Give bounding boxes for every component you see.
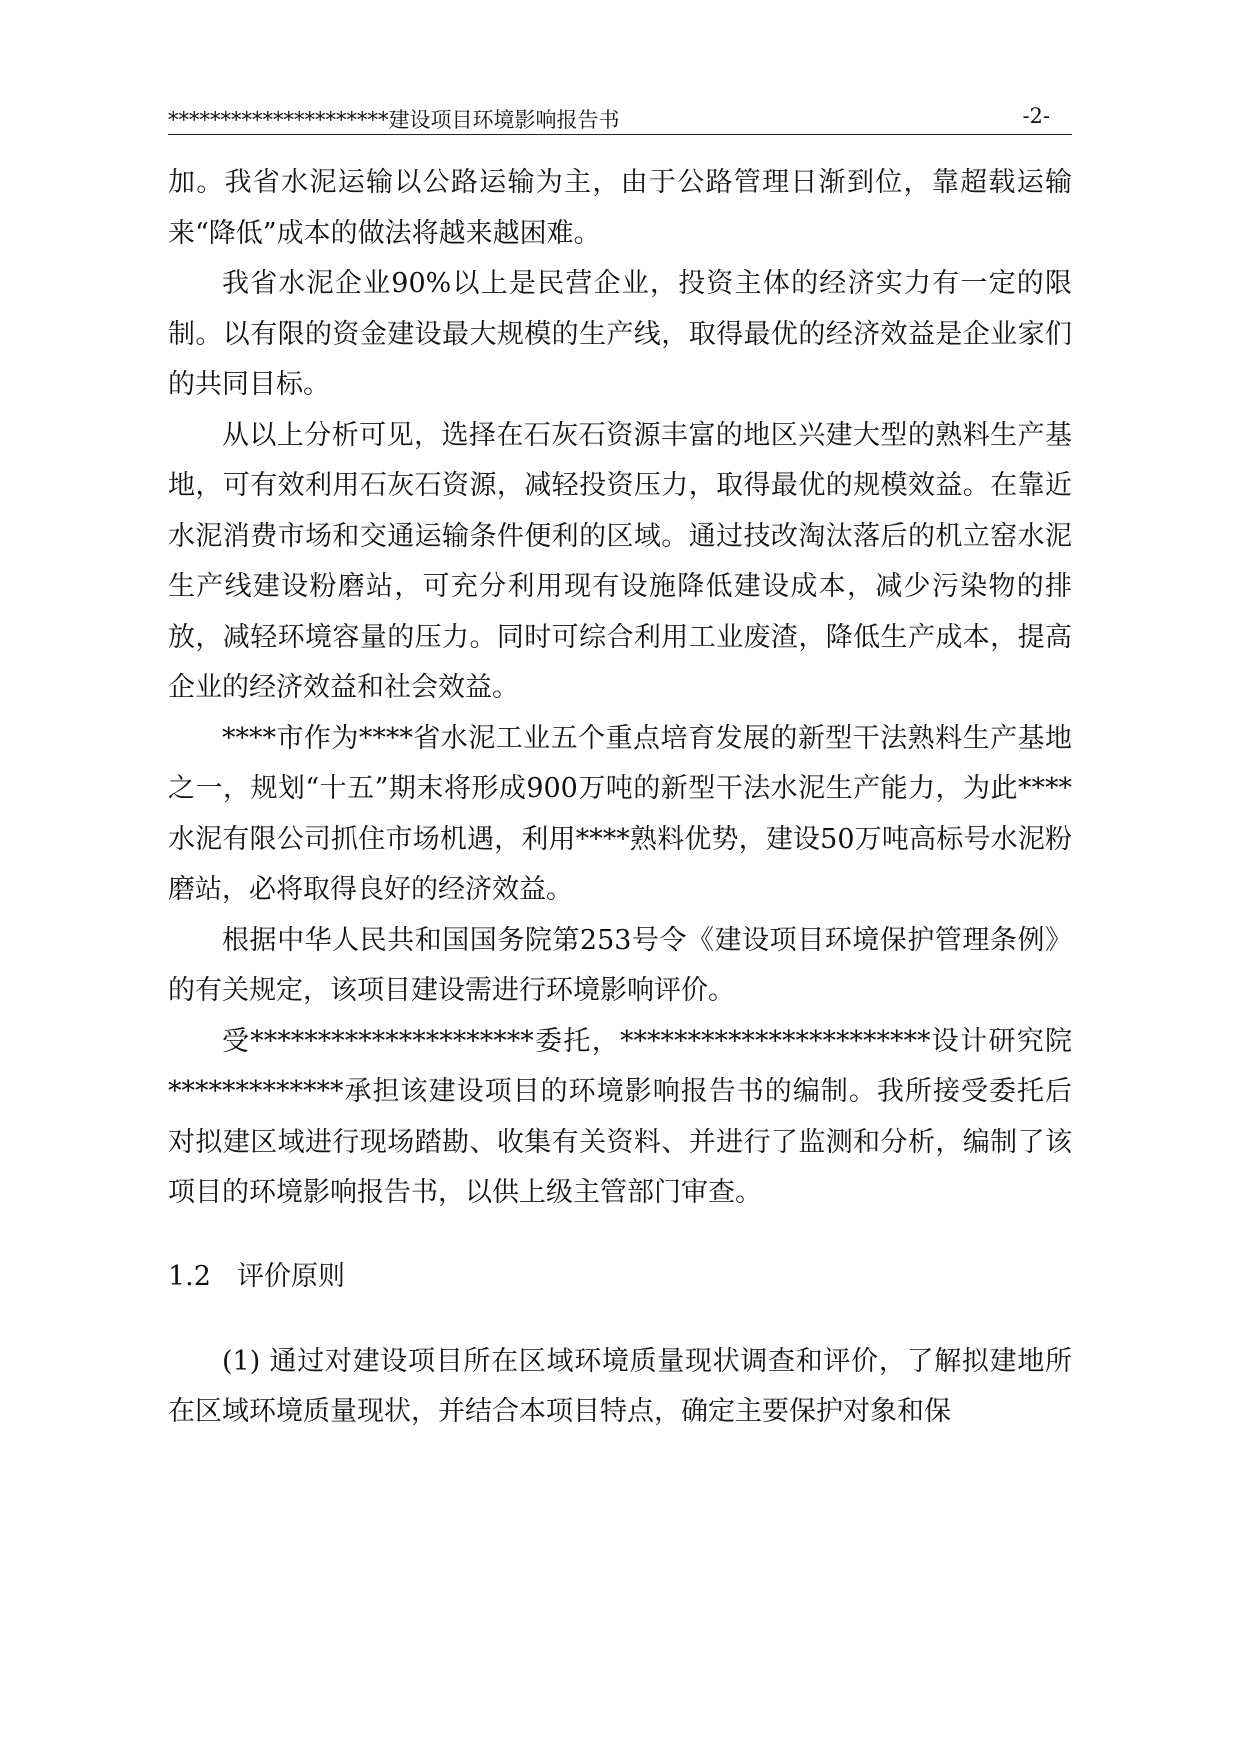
section-heading — [168, 1257, 1072, 1297]
section-number: 1.2 — [168, 1260, 211, 1292]
paragraph: 受*********************委托，***********************设计研究院*************承担该建设项目的环境影响报告书的编制。我所接受委托后对拟建区域进行现场踏勘、收集有关资料、并进行了监测和分析，编制了该项目的环境影响报告书，以供上级主管部门审查。 — [168, 1025, 1072, 1208]
paragraph: 根据中华人民共和国国务院第253号令《建设项目环境保护管理条例》的有关规定，该项目建设需进行环境影响评价。 — [168, 924, 1072, 1006]
document-body — [168, 158, 1072, 1438]
section-title: 评价原则 — [236, 1260, 345, 1292]
page-number: -2- — [1022, 104, 1050, 128]
paragraph: 加。我省水泥运输以公路运输为主，由于公路管理日渐到位，靠超载运输来“降低”成本的做法将越来越困难。 — [168, 167, 1072, 249]
paragraph: 我省水泥企业90%以上是民营企业，投资主体的经济实力有一定的限制。以有限的资金建设最大规模的生产线，取得最优的经济效益是企业家们的共同目标。 — [168, 268, 1072, 400]
paragraph: ****市作为****省水泥工业五个重点培育发展的新型干法熟料生产基地之一，规划“十五”期末将形成900万吨的新型干法水泥生产能力，为此****水泥有限公司抓住市场机遇，利用****熟料优势，建设50万吨高标号水泥粉磨站，必将取得良好的经济效益。 — [168, 722, 1072, 905]
paragraph: 从以上分析可见，选择在石灰石资源丰富的地区兴建大型的熟料生产基地，可有效利用石灰石资源，减轻投资压力，取得最优的规模效益。在靠近水泥消费市场和交通运输条件便利的区域。通过技改淘汰落后的机立窑水泥生产线建设粉磨站，可充分利用现有设施降低建设成本，减少污染物的排放，减轻环境容量的压力。同时可综合利用工业废渣，降低生产成本，提高企业的经济效益和社会效益。 — [168, 419, 1072, 703]
header-title: *********************建设项目环境影响报告书 — [168, 108, 620, 132]
page-header — [168, 100, 1072, 135]
paragraph: (1) 通过对建设项目所在区域环境质量现状调查和评价，了解拟建地所在区域环境质量现状，并结合本项目特点，确定主要保护对象和保 — [168, 1345, 1072, 1427]
